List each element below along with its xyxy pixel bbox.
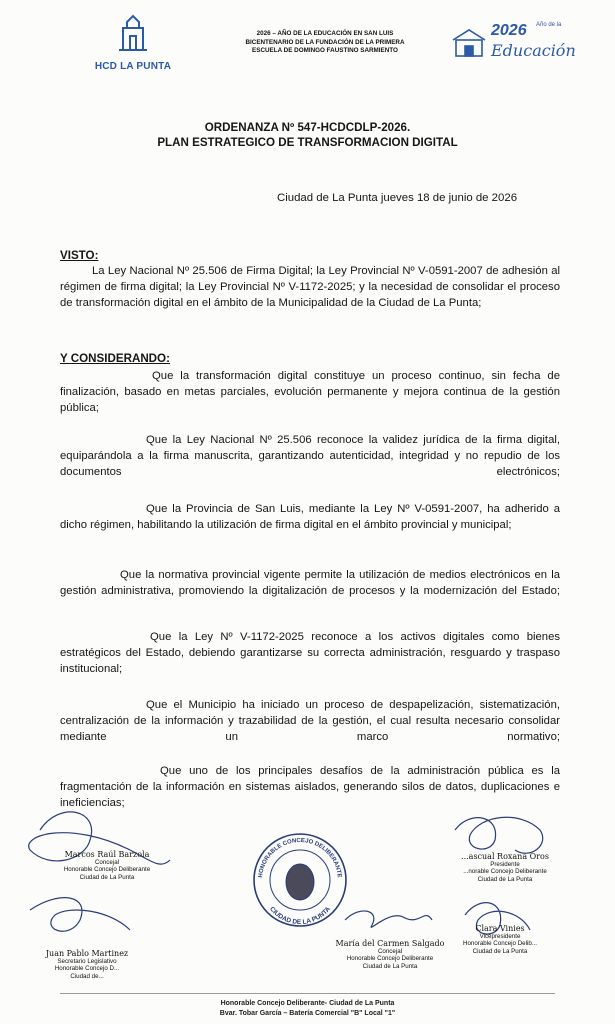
signer-name: Clara Vinies — [475, 924, 525, 933]
signer-institution: Honorable Concejo Deliberante — [63, 866, 151, 874]
considerando-paragraph: Que la normativa provincial vigente permite la utilización de medios electrónicos en la gestión administrativa, promoviendo la digitalización de procesos y la modernización del Estado; — [60, 569, 560, 597]
signature-left-bottom — [42, 950, 132, 980]
considerando-paragraph: Que la transformación digital constituye un proceso continuo, sin fecha de finalización, basado en metas parciales, evolución permanente y mejora continua de la gestión pública; — [60, 370, 560, 414]
school-icon — [451, 28, 487, 58]
ordinance-number: ORDENANZA Nº 547-HCDCDLP-2026. — [204, 121, 411, 134]
motto-line: 2026 – AÑO DE LA EDUCACIÓN EN SAN LUIS — [256, 30, 394, 37]
considerando-paragraph: Que el Municipio ha iniciado un proceso de despapelización, sistematización, centralización de la información y trazabilidad de la gestión, el cual resulta necesario consolidar mediante un marco normativo; — [60, 699, 560, 743]
signer-city: Ciudad de... — [70, 972, 104, 980]
motto-line: BICENTENARIO DE LA FUNDACIÓN DE LA PRIMERA — [245, 38, 405, 46]
signer-name: ...ascual Roxana Oros — [461, 852, 549, 861]
building-icon — [113, 14, 153, 54]
logo-year: 2026 — [491, 22, 527, 39]
signer-institution: Honorable Concejo Delib... — [463, 940, 537, 948]
svg-text:CIUDAD DE LA PUNTA — [268, 905, 332, 926]
footer-line-2: Bvar. Tobar García – Batería Comercial "B" Local "1" — [219, 1010, 396, 1017]
official-seal — [254, 834, 346, 926]
hcd-logo — [88, 14, 178, 70]
signer-city: Ciudad de La Punta — [472, 947, 528, 955]
signer-city: Ciudad de La Punta — [79, 873, 135, 881]
document-date: Ciudad de La Punta jueves 18 de junio de 2026 — [277, 192, 518, 204]
signer-city: Ciudad de La Punta — [477, 875, 533, 883]
signature-right — [455, 853, 555, 883]
visto-heading: VISTO: — [60, 249, 99, 262]
considerando-paragraph: Que la Ley Nacional Nº 25.506 reconoce la validez jurídica de la firma digital, equiparándola a la firma manuscrita, garantizando autenticidad, integridad y no repudio de los documentos electrónicos; — [60, 434, 560, 478]
ordinance-title: PLAN ESTRATEGICO DE TRANSFORMACION DIGITAL — [157, 136, 458, 149]
education-year-logo — [451, 20, 576, 66]
signature-right-bottom — [450, 925, 550, 955]
considerando-paragraph: Que uno de los principales desafíos de la administración pública es la fragmentación de la información en sistemas aislados, generando silos de datos, duplicaciones e ineficiencias; — [60, 765, 560, 809]
logo-sub: Año de la — [536, 22, 562, 28]
signer-name: María del Carmen Salgado — [335, 939, 445, 948]
signer-role: Concejal — [377, 947, 403, 955]
signer-role: Presidente — [490, 860, 520, 868]
signer-institution: Honorable Concejo Deliberante — [346, 955, 434, 963]
seal-text-bottom: CIUDAD DE LA PUNTA — [268, 905, 332, 927]
signer-role: Concejal — [94, 858, 120, 866]
signature-scribble-right — [455, 817, 543, 853]
signature-scribble-center — [345, 911, 432, 927]
seal-text-top: HONORABLE CONCEJO DELIBERANTE — [258, 837, 342, 878]
signer-name: Marcos Raúl Barzola — [64, 850, 150, 859]
motto-line: ESCUELA DE DOMINGO FAUSTINO SARMIENTO — [252, 47, 398, 55]
visto-paragraph: La Ley Nacional Nº 25.506 de Firma Digital; la Ley Provincial Nº V-0591-2007 de adhesión al régimen de firma digital; la Ley Provincial Nº V-1172-2025; y la necesidad de consolidar el proceso de transformación digital en el ámbito de la Municipalidad de la Ciudad de La Punta; — [60, 265, 560, 309]
footer-line-1: Honorable Concejo Deliberante- Ciudad de La Punta — [220, 1000, 395, 1007]
signer-institution: Honorable Concejo D... — [54, 965, 120, 973]
signature-left — [62, 851, 152, 881]
signer-role: Vicepresidente — [479, 932, 521, 940]
signer-name: Juan Pablo Martinez — [45, 949, 129, 958]
signer-role: Secretario Legislativo — [57, 957, 117, 965]
logo-word: Educación — [491, 41, 576, 60]
signer-institution: ...norable Concejo Deliberante — [463, 868, 547, 876]
considerando-heading: Y CONSIDERANDO: — [60, 352, 170, 365]
signer-city: Ciudad de La Punta — [362, 962, 418, 970]
signature-center — [335, 940, 445, 970]
signature-scribble-left-bottom — [30, 898, 130, 932]
footer-divider — [60, 993, 555, 994]
logo-left-text: HCD LA PUNTA — [94, 61, 172, 72]
header-motto — [225, 30, 425, 56]
considerando-paragraph: Que la Provincia de San Luis, mediante la Ley Nº V-0591-2007, ha adherido a dicho régimen, habilitando la utilización de firma digital en el ámbito provincial y municipal; — [60, 503, 560, 531]
considerando-paragraph: Que la Ley Nº V-1172-2025 reconoce a los activos digitales como bienes estratégicos del Estado, debiendo garantizarse su correcta administración, resguardo y traspaso institucional; — [60, 631, 560, 675]
